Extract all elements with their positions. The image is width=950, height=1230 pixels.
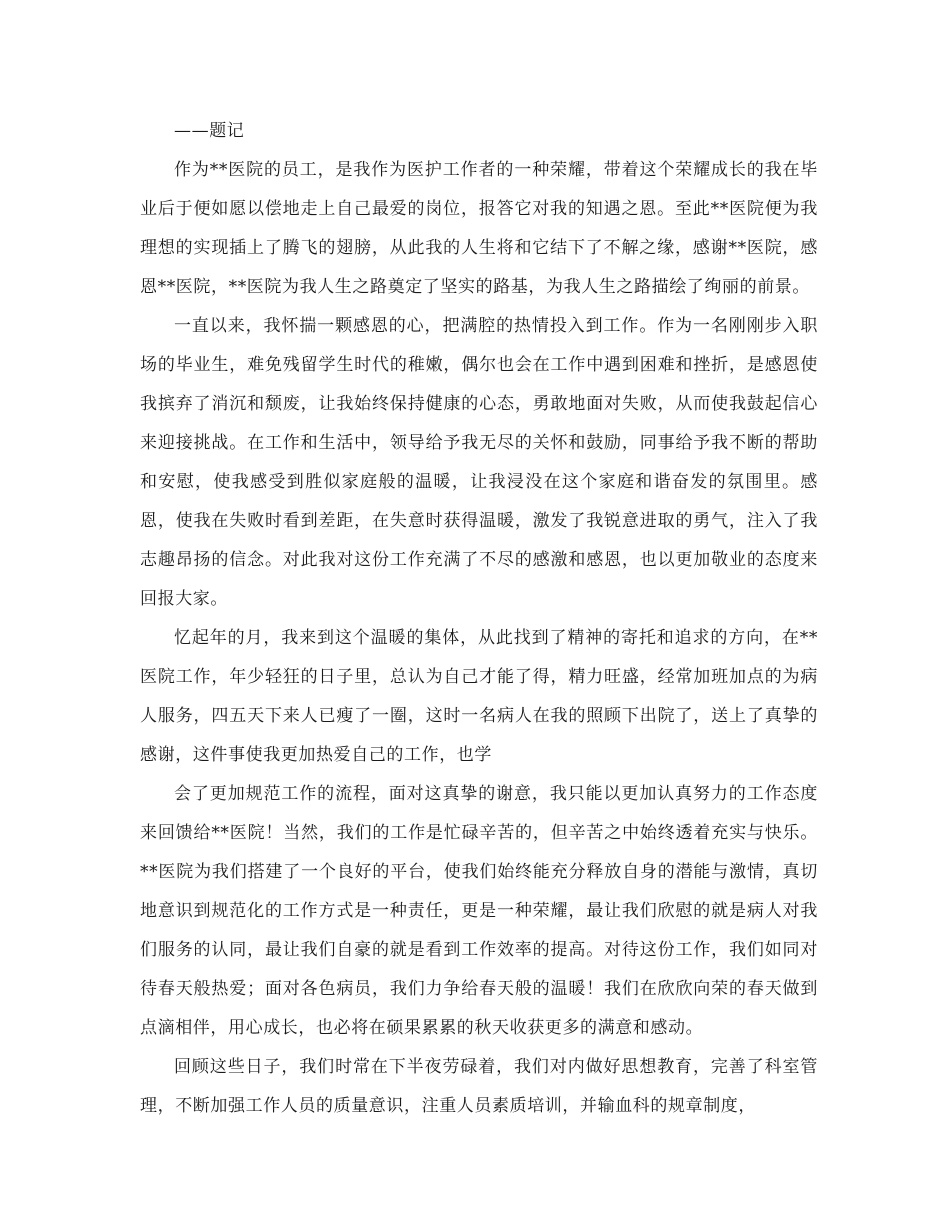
paragraph: 忆起年的月，我来到这个温暖的集体，从此找到了精神的寄托和追求的方向，在**医院工作，年少轻狂的日子里，总认为自己才能了得，精力旺盛，经常加班加点的为病人服务，四五天下来人已瘦了一圈，这时一名病人在我的照顾下出院了，送上了真挚的感谢，这件事使我更加热爱自己的工作，也学 — [140, 628, 818, 765]
paragraph: 一直以来，我怀揣一颗感恩的心，把满腔的热情投入到工作。作为一名刚刚步入职场的毕业生，难免残留学生时代的稚嫩，偶尔也会在工作中遇到困难和挫折，是感恩使我摈弃了消沉和颓废，让我始终保持健康的心态，勇敢地面对失败，从而使我鼓起信心来迎接挑战。在工作和生活中，领导给予我无尽的关怀和鼓励，同事给予我不断的帮助和安慰，使我感受到胜似家庭般的温暖，让我浸没在这个家庭和谐奋发的氛围里。感恩，使我在失败时看到差距，在失意时获得温暖，激发了我锐意进取的勇气，注入了我志趣昂扬的信念。对此我对这份工作充满了不尽的感激和感恩，也以更加敬业的态度来回报大家。 — [140, 316, 818, 609]
document-body — [140, 112, 818, 1126]
paragraph: 回顾这些日子，我们时常在下半夜劳碌着，我们对内做好思想教育，完善了科室管理，不断加强工作人员的质量意识，注重人员素质培训，并输血科的规章制度， — [140, 1057, 818, 1116]
epigraph: ——题记 — [174, 121, 245, 141]
paragraph: 作为**医院的员工，是我作为医护工作者的一种荣耀，带着这个荣耀成长的我在毕业后于便如愿以偿地走上自己最爱的岗位，报答它对我的知遇之恩。至此**医院便为我理想的实现插上了腾飞的翅膀，从此我的人生将和它结下了不解之缘，感谢**医院，感恩**医院，**医院为我人生之路奠定了坚实的路基，为我人生之路描绘了绚丽的前景。 — [140, 160, 818, 297]
paragraph: 会了更加规范工作的流程，面对这真挚的谢意，我只能以更加认真努力的工作态度来回馈给**医院！当然，我们的工作是忙碌辛苦的，但辛苦之中始终透着充实与快乐。**医院为我们搭建了一个良好的平台，使我们始终能充分释放自身的潜能与激情，真切地意识到规范化的工作方式是一种责任，更是一种荣耀，最让我们欣慰的就是病人对我们服务的认同，最让我们自豪的就是看到工作效率的提高。对待这份工作，我们如同对待春天般热爱；面对各色病员，我们力争给春天般的温暖！我们在欣欣向荣的春天做到点滴相伴，用心成长，也必将在硕果累累的秋天收获更多的满意和感动。 — [140, 784, 818, 1038]
